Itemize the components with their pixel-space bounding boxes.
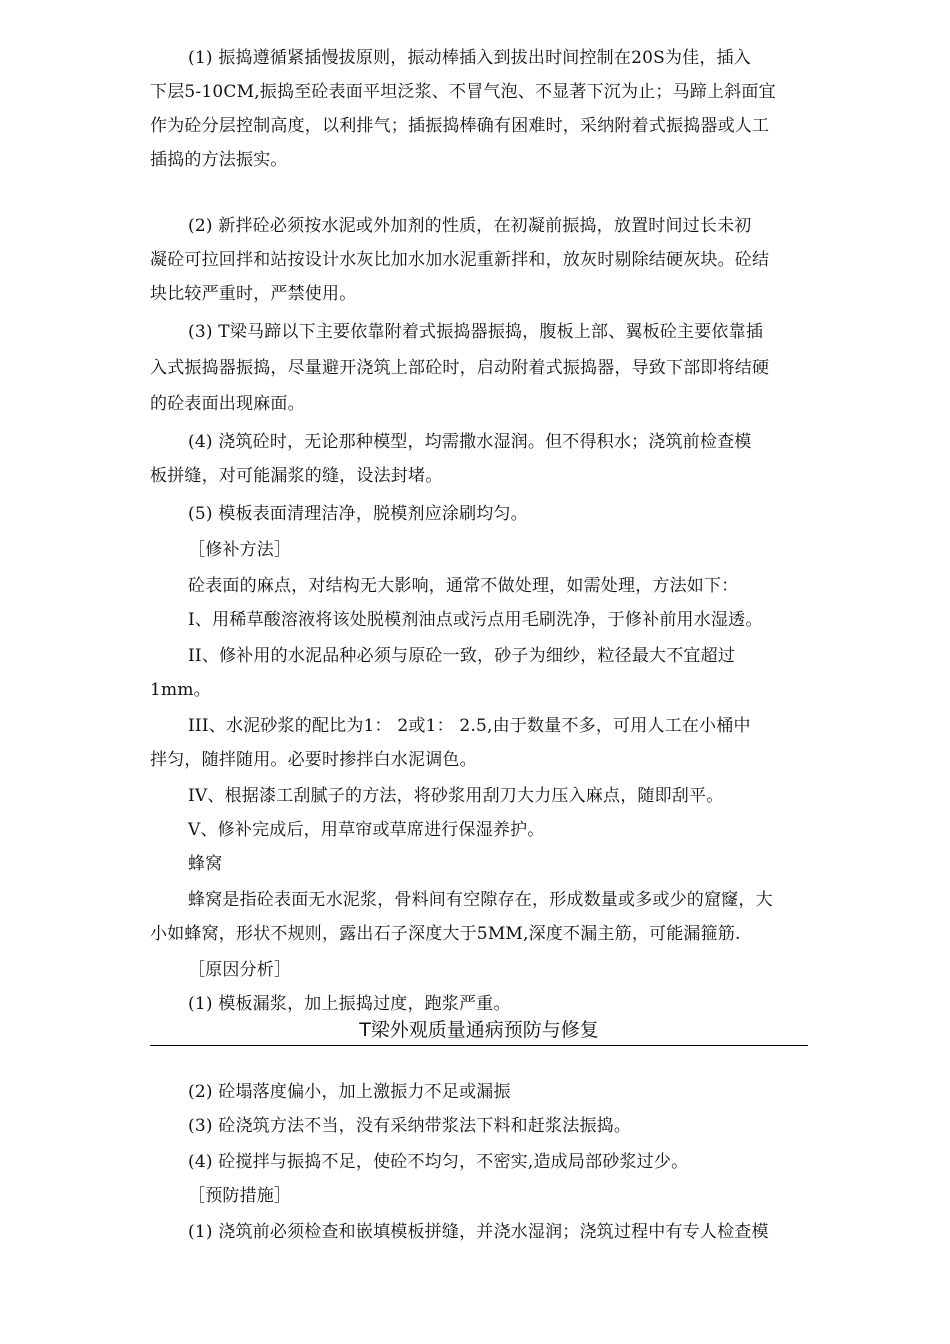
honeycomb-definition-line-2: 小如蜂窝，形状不规则，露出石子深度大于5MM,深度不漏主筋，可能漏箍筋. <box>150 924 741 944</box>
section-heading-prevention: ［预防措施］ <box>188 1186 292 1206</box>
paragraph-1-line-1: (1) 振捣遵循紧插慢拔原则，振动棒插入到拔出时间控制在20S为佳，插入 <box>188 48 751 68</box>
section-heading-repair: ［修补方法］ <box>188 540 292 560</box>
paragraph-2-line-2: 凝砼可拉回拌和站按设计水灰比加水加水泥重新拌和，放灰时剔除结硬灰块。砼结 <box>150 250 770 270</box>
paragraph-2-line-3: 块比较严重时，严禁使用。 <box>150 284 357 304</box>
honeycomb-definition-line-1: 蜂窝是指砼表面无水泥浆，骨料间有空隙存在，形成数量或多或少的窟窿，大 <box>188 890 773 910</box>
repair-intro: 砼表面的麻点，对结构无大影响，通常不做处理，如需处理，方法如下： <box>188 576 739 596</box>
paragraph-4-line-2: 板拼缝，对可能漏浆的缝，设法封堵。 <box>150 466 443 486</box>
cause-4: (4) 砼搅拌与振捣不足，使砼不均匀，不密实,造成局部砂浆过少。 <box>188 1152 689 1172</box>
section-heading-honeycomb: 蜂窝 <box>188 854 223 874</box>
cause-1: (1) 模板漏浆，加上振捣过度，跑浆严重。 <box>188 994 511 1014</box>
repair-step-3-line-2: 拌匀，随拌随用。必要时掺拌白水泥调色。 <box>150 750 477 770</box>
page-footer-title: T梁外观质量通病预防与修复 <box>359 1019 599 1041</box>
paragraph-5: (5) 模板表面清理洁净，脱模剂应涂刷均匀。 <box>188 504 528 524</box>
paragraph-1-line-3: 作为砼分层控制高度，以利排气；插振捣棒确有困难时，采纳附着式振捣器或人工 <box>150 116 770 136</box>
repair-step-2-line-2: 1mm。 <box>150 680 211 700</box>
repair-step-3-line-1: III、水泥砂浆的配比为1： 2或1： 2.5,由于数量不多，可用人工在小桶中 <box>188 716 751 736</box>
paragraph-1-line-2: 下层5-10CM,振捣至砼表面平坦泛浆、不冒气泡、不显著下沉为止；马蹄上斜面宜 <box>150 82 776 102</box>
cause-2: (2) 砼塌落度偏小，加上激振力不足或漏振 <box>188 1082 511 1102</box>
repair-step-1: I、用稀草酸溶液将该处脱模剂油点或污点用毛刷洗净，于修补前用水湿透。 <box>188 610 763 630</box>
footer-divider <box>150 1045 808 1046</box>
paragraph-4-line-1: (4) 浇筑砼时，无论那种模型，均需撒水湿润。但不得积水；浇筑前检查模 <box>188 432 752 452</box>
paragraph-1-line-4: 插捣的方法振实。 <box>150 150 288 170</box>
paragraph-2-line-1: (2) 新拌砼必须按水泥或外加剂的性质，在初凝前振捣，放置时间过长未初 <box>188 216 752 236</box>
repair-step-2-line-1: II、修补用的水泥品种必须与原砼一致，砂子为细纱，粒径最大不宜超过 <box>188 646 736 666</box>
repair-step-4: IV、根据漆工刮腻子的方法，将砂浆用刮刀大力压入麻点，随即刮平。 <box>188 786 724 806</box>
repair-step-5: V、修补完成后，用草帘或草席进行保湿养护。 <box>188 820 545 840</box>
cause-3: (3) 砼浇筑方法不当，没有采纳带浆法下料和赶浆法振捣。 <box>188 1116 632 1136</box>
prevention-1: (1) 浇筑前必须检查和嵌填模板拼缝，并浇水湿润；浇筑过程中有专人检查模 <box>188 1222 769 1242</box>
paragraph-3-line-3: 的砼表面出现麻面。 <box>150 394 305 414</box>
section-heading-cause-analysis: ［原因分析］ <box>188 960 292 980</box>
paragraph-3-line-2: 入式振捣器振捣，尽量避开浇筑上部砼时，启动附着式振捣器，导致下部即将结硬 <box>150 358 770 378</box>
paragraph-3-line-1: (3) T梁马蹄以下主要依靠附着式振捣器振捣，腹板上部、翼板砼主要依靠插 <box>188 322 764 342</box>
